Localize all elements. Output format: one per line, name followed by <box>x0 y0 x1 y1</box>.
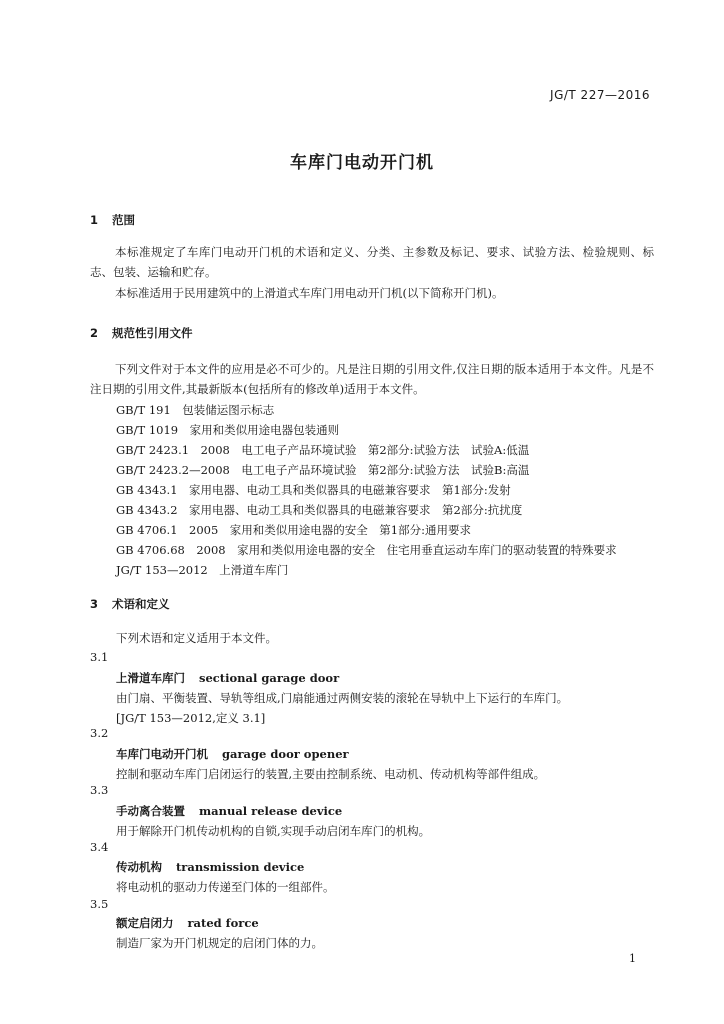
term-entry <box>116 746 349 762</box>
term-english: rated force <box>187 916 259 930</box>
section-1-paragraph-1: 本标准规定了车库门电动开门机的术语和定义、分类、主参数及标记、要求、试验方法、检验规则、标志、包装、运输和贮存。 <box>90 245 654 279</box>
term-definition: 将电动机的驱动力传递至门体的一组部件。 <box>116 880 335 894</box>
reference-item: GB/T 2423.1 2008 电工电子产品环境试验 第2部分:试验方法 试验A:低温 <box>116 443 530 457</box>
term-chinese: 额定启闭力 <box>116 916 174 930</box>
reference-item: GB/T 2423.2—2008 电工电子产品环境试验 第2部分:试验方法 试验B:高温 <box>116 463 530 477</box>
clause-number: 3.4 <box>90 840 109 854</box>
term-chinese: 车库门电动开门机 <box>116 747 208 761</box>
reference-item: GB/T 1019 家用和类似用途电器包装通则 <box>116 423 340 437</box>
reference-item: GB/T 191 包装储运图示标志 <box>116 403 275 417</box>
section-title: 规范性引用文件 <box>112 326 193 340</box>
clause-number: 3.2 <box>90 726 109 740</box>
term-chinese: 传动机构 <box>116 860 162 874</box>
section-1-paragraph-2: 本标准适用于民用建筑中的上滑道式车库门用电动开门机(以下简称开门机)。 <box>115 286 504 300</box>
clause-number: 3.1 <box>90 650 109 664</box>
section-3-intro: 下列术语和定义适用于本文件。 <box>116 631 277 645</box>
term-chinese: 手动离合装置 <box>116 804 185 818</box>
term-definition: 由门扇、平衡装置、导轨等组成,门扇能通过两侧安装的滚轮在导轨中上下运行的车库门。 <box>116 691 569 705</box>
standard-code: JG/T 227—2016 <box>550 88 650 102</box>
section-title: 术语和定义 <box>112 597 170 611</box>
section-2-intro: 下列文件对于本文件的应用是必不可少的。凡是注日期的引用文件,仅注日期的版本适用于本文件。凡是不注日期的引用文件,其最新版本(包括所有的修改单)适用于本文件。 <box>90 362 654 396</box>
section-number: 3 <box>90 597 99 611</box>
reference-item: GB 4343.2 家用电器、电动工具和类似器具的电磁兼容要求 第2部分:抗扰度 <box>116 503 523 517</box>
term-entry <box>116 859 304 875</box>
term-english: manual release device <box>199 804 343 818</box>
term-english: transmission device <box>176 860 305 874</box>
section-3-heading <box>90 596 170 612</box>
reference-item: GB 4343.1 家用电器、电动工具和类似器具的电磁兼容要求 第1部分:发射 <box>116 483 511 497</box>
term-definition: 制造厂家为开门机规定的启闭门体的力。 <box>116 936 323 950</box>
section-title: 范围 <box>112 213 135 227</box>
section-number: 2 <box>90 326 99 340</box>
reference-item: JG/T 153—2012 上滑道车库门 <box>116 563 289 577</box>
document-title: 车库门电动开门机 <box>290 153 434 173</box>
term-entry <box>116 803 342 819</box>
section-number: 1 <box>90 213 99 227</box>
term-entry <box>116 915 259 931</box>
reference-item: GB 4706.68 2008 家用和类似用途电器的安全 住宅用垂直运动车库门的驱动装置的特殊要求 <box>116 543 617 557</box>
term-definition: 控制和驱动车库门启闭运行的装置,主要由控制系统、电动机、传动机构等部件组成。 <box>116 767 546 781</box>
page-number: 1 <box>629 952 636 965</box>
clause-number: 3.3 <box>90 783 109 797</box>
term-english: sectional garage door <box>199 671 340 685</box>
section-2-heading <box>90 325 193 341</box>
term-english: garage door opener <box>222 747 349 761</box>
term-entry <box>116 670 339 686</box>
term-source: [JG/T 153—2012,定义 3.1] <box>116 711 266 725</box>
section-1-heading <box>90 212 135 228</box>
term-chinese: 上滑道车库门 <box>116 671 185 685</box>
term-definition: 用于解除开门机传动机构的自锁,实现手动启闭车库门的机构。 <box>116 824 431 838</box>
clause-number: 3.5 <box>90 897 109 911</box>
reference-item: GB 4706.1 2005 家用和类似用途电器的安全 第1部分:通用要求 <box>116 523 471 537</box>
